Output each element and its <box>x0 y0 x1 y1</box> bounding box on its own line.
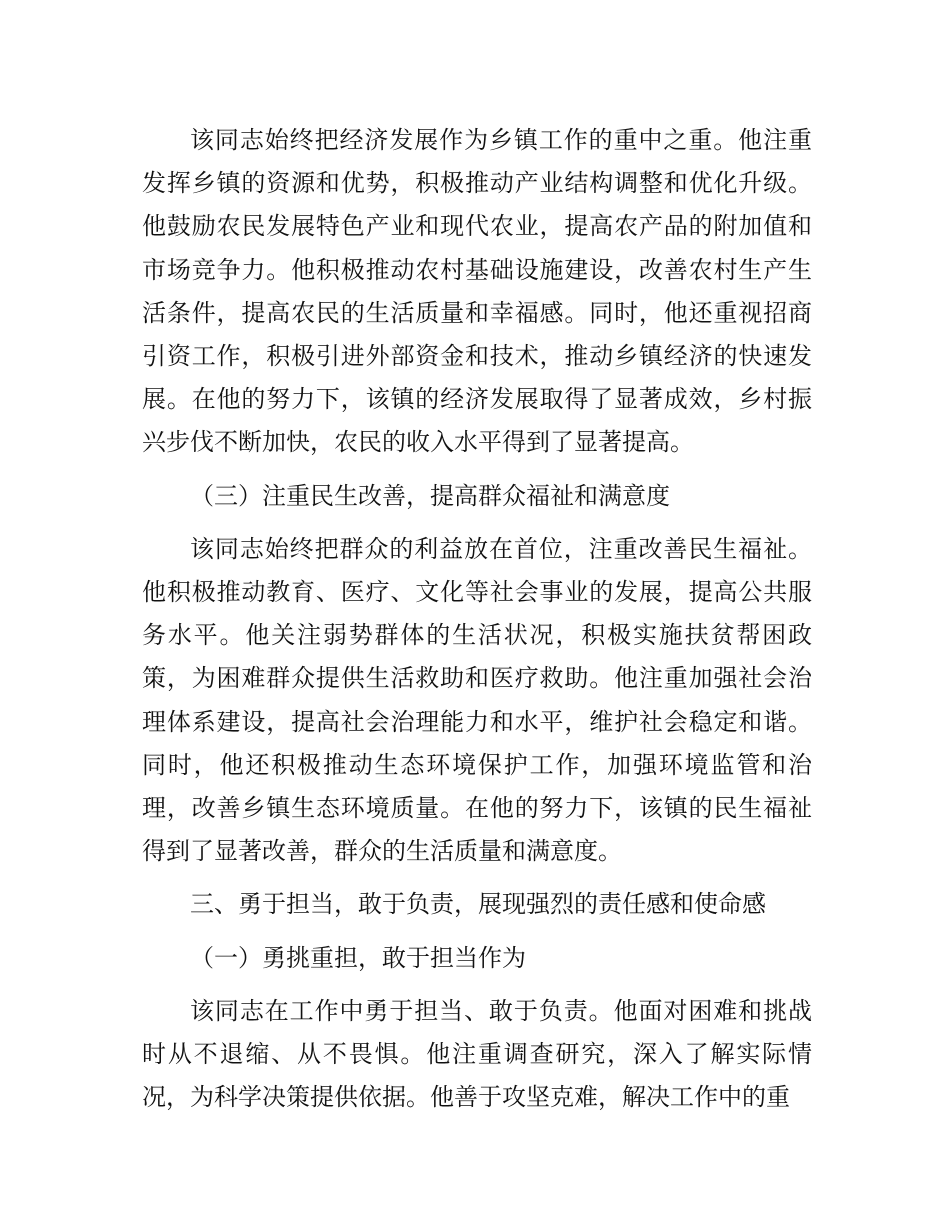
document-body <box>142 119 812 1129</box>
subsection-heading-take-on-burdens: （一）勇挑重担，敢于担当作为 <box>190 943 526 972</box>
paragraph-take-on-burdens: 该同志在工作中勇于担当、敢于负责。他面对困难和挑战时从不退缩、从不畏惧。他注重调查研究，深入了解实际情况，为科学决策提供依据。他善于攻坚克难，解决工作中的重 <box>142 996 812 1112</box>
section-heading-responsibility: 三、勇于担当，敢于负责，展现强烈的责任感和使命感 <box>190 890 766 919</box>
section-heading-livelihood: （三）注重民生改善，提高群众福祉和满意度 <box>190 481 670 510</box>
paragraph-livelihood: 该同志始终把群众的利益放在首位，注重改善民生福祉。他积极推动教育、医疗、文化等社会事业的发展，提高公共服务水平。他关注弱势群体的生活状况，积极实施扶贫帮困政策，为困难群众提供生活救助和医疗救助。他注重加强社会治理体系建设，提高社会治理能力和水平，维护社会稳定和谐。同时，他还积极推动生态环境保护工作，加强环境监管和治理，改善乡镇生态环境质量。在他的努力下，该镇的民生福祉得到了显著改善，群众的生活质量和满意度。 <box>142 534 812 866</box>
paragraph-economic-development: 该同志始终把经济发展作为乡镇工作的重中之重。他注重发挥乡镇的资源和优势，积极推动产业结构调整和优化升级。他鼓励农民发展特色产业和现代农业，提高农产品的附加值和市场竞争力。他积极推动农村基础设施建设，改善农村生产生活条件，提高农民的生活质量和幸福感。同时，他还重视招商引资工作，积极引进外部资金和技术，推动乡镇经济的快速发展。在他的努力下，该镇的经济发展取得了显著成效，乡村振兴步伐不断加快，农民的收入水平得到了显著提高。 <box>142 126 812 457</box>
